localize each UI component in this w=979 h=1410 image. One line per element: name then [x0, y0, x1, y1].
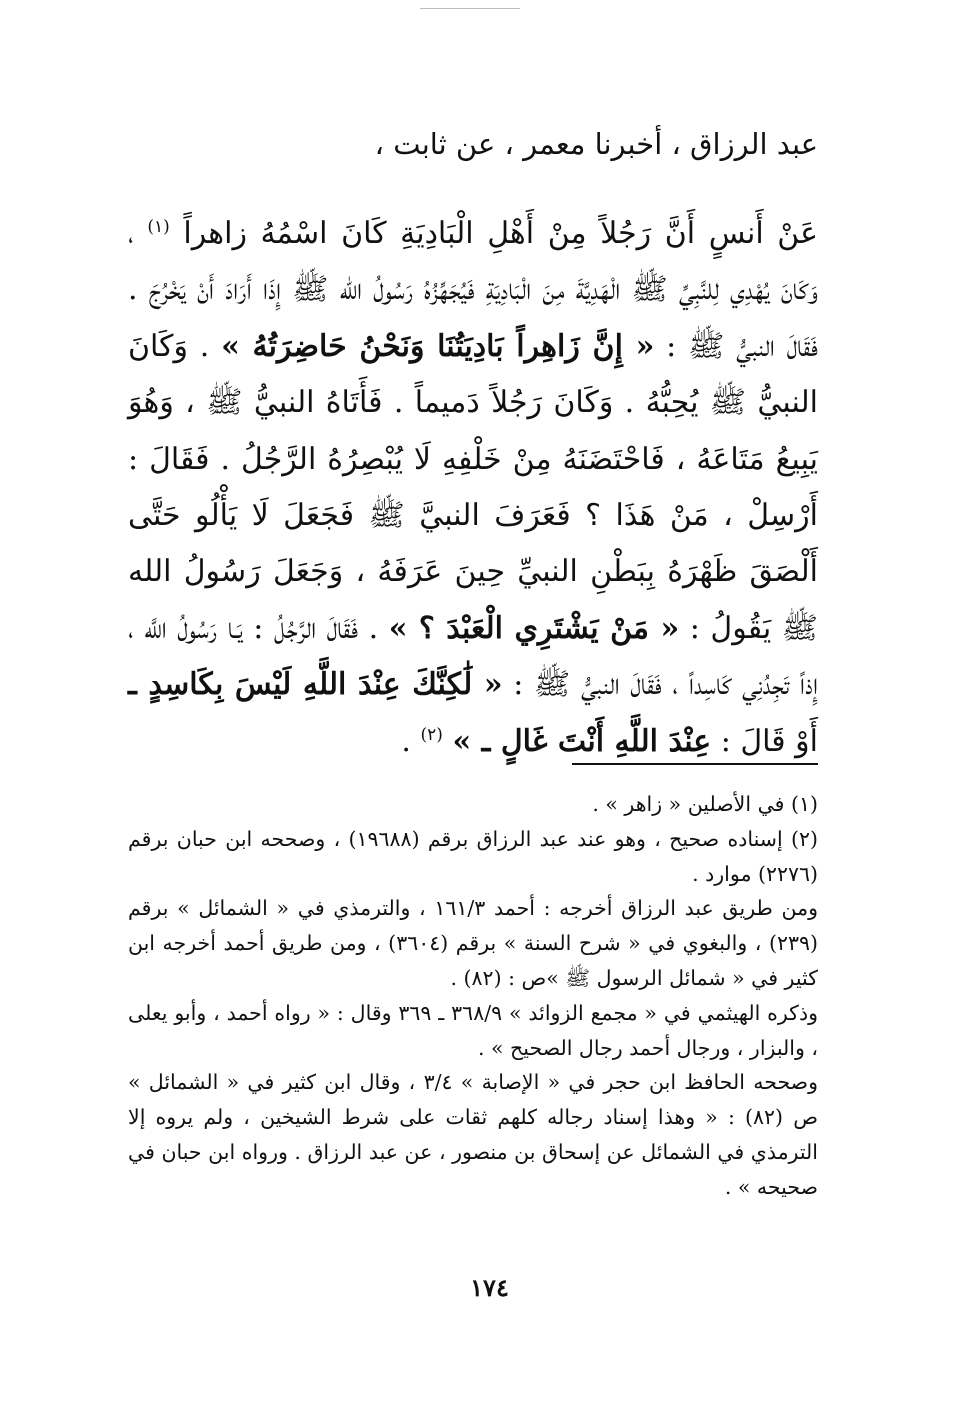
footnote-2-ibn-hajar: وصححه الحافظ ابن حجر في « الإصابة » ٣/٤ ، وقال ابن كثير في « الشمائل » ص (٨٢) : « وهذا إسناد رجاله كلهم ثقات على شرط الشيخين ، ولم يروه إلا الترمذي في الشمائل عن إسحاق بن منصور ، عن عبد الرزاق . ورواه ابن حبان في صحيحه » . [128, 1070, 818, 1199]
hadith-end: . [401, 723, 411, 759]
prophet-quote-3: « لَٰكِنَّكَ عِنْدَ اللَّهِ لَيْسَ بِكَاسِدٍ ـ [128, 667, 503, 703]
hadith-part-3: . وَكَانَ النبيُّ ﷺ يُحِبُّهُ . وَكَانَ رَجُلاً دَميماً . فَأَتَاهُ النبيُّ ﷺ ، وَهُوَ يَبِيعُ مَتَاعَهُ ، فَاحْتَضَنَهُ مِنْ خَلْفِهِ لَا يُبْصِرُهُ الرَّجُلُ . فَقَالَ : أَرْسِلْ ، مَنْ هَذَا ؟ فَعَرَفَ النبيَّ ﷺ فَجَعَلَ لَا يَأْلُو حَتَّى أَلْصَقَ ظَهْرَهُ بِبَطْنِ النبيِّ حِينَ عَرَفَهُ ، وَجَعَلَ رَسُولُ الله ﷺ يَقُولُ : [128, 328, 818, 646]
prophet-quote-2: « مَنْ يَشْتَرِي الْعَبْدَ ؟ » [388, 610, 680, 646]
prophet-quote-1: « إِنَّ زَاهِراً بَادِيَتُنَا وَنَحْنُ حَاضِرَتُهُ » [221, 328, 655, 364]
prophet-quote-4: عِنْدَ اللَّهِ أَنْتَ غَالٍ ـ » [452, 723, 712, 759]
footnote-1: (١) في الأصلين « زاهر » . [592, 792, 818, 816]
hadith-part-2: ، وَكَانَ يُهْدِي لِلنَّبِيِّ ﷺ الْهَدِيَّةَ مِنَ الْبَادِيَةِ فَيُجَهِّزُهُ رَسُولُ الله ﷺ إِذَا أَرَادَ أَنْ يَخْرُجَ . فَقَالَ النبيُّ ﷺ : [128, 216, 818, 364]
footnote-ref-1: (١) [147, 217, 170, 237]
page-number: ١٧٤ [470, 1273, 509, 1302]
footnote-2: (٢) إسناده صحيح ، وهو عند عبد الرزاق برقم (١٩٦٨٨) ، وصححه ابن حبان برقم (٢٢٧٦) موارد . [128, 826, 818, 886]
isnad-line: عبد الرزاق ، أخبرنا معمر ، عن ثابت ، [374, 127, 818, 161]
top-edge-line [420, 8, 520, 9]
hadith-text [128, 206, 818, 770]
footnotes [128, 787, 818, 1205]
hadith-part-5: أَوْ قَالَ : [720, 723, 818, 759]
footnote-separator [572, 763, 818, 765]
footnote-ref-2: (٢) [420, 724, 443, 745]
footnote-2-haythami: وذكره الهيثمي في « مجمع الزوائد » ٣٦٨/٩ ـ ٣٦٩ وقال : « رواه أحمد ، وأبو يعلى ، والبزار ، ورجال أحمد رجال الصحيح » . [128, 1000, 818, 1060]
footnote-2-takhrij: ومن طريق عبد الرزاق أخرجه : أحمد ١٦١/٣ ، والترمذي في « الشمائل » برقم (٢٣٩) ، والبغوي في « شرح السنة » برقم (٣٦٠٤) ، ومن طريق أحمد أخرجه ابن كثير في « شمائل الرسول ﷺ »ص : (٨٢) . [128, 896, 818, 990]
hadith-opening: عَنْ أَنسٍ أَنَّ رَجُلاً مِنْ أَهْلِ الْبَادِيَةِ كَانَ اسْمُهُ زاهراً [183, 216, 819, 251]
hadith-part-4: . فَقَالَ الرَّجُلُ : يَـا رَسُولُ اللَّه ، إِذاً تَجِدُنِي كَاسِداً ، فَقَالَ النبيُّ ﷺ : [128, 610, 818, 703]
